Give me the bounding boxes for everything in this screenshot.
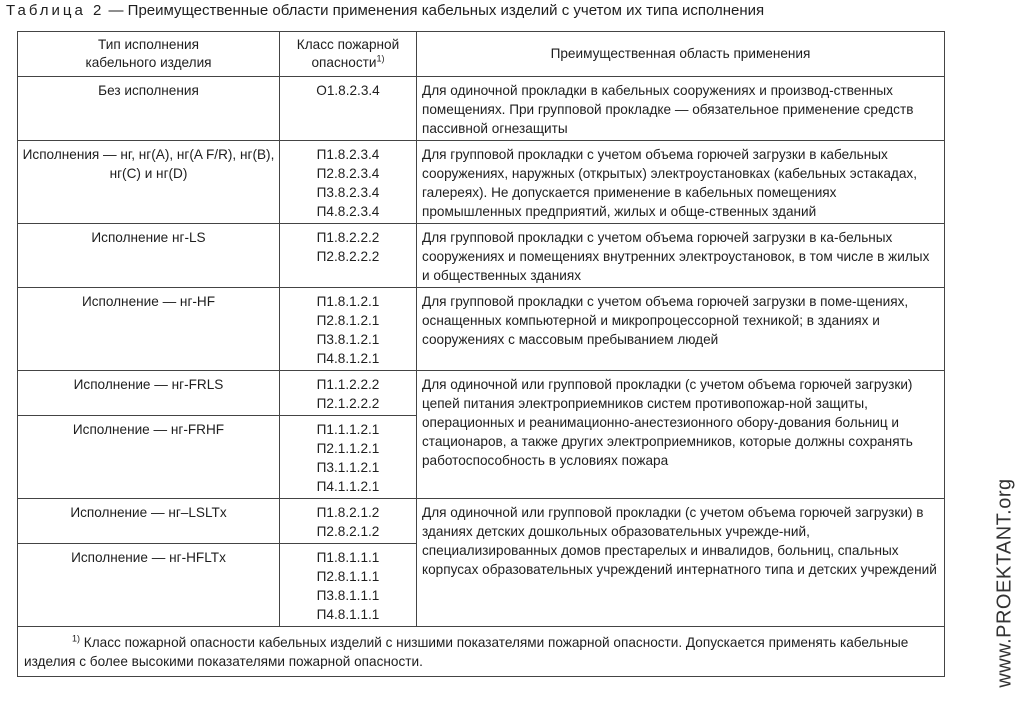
cell-type: Исполнение — нг-FRHF	[18, 416, 280, 499]
footnote-text: Класс пожарной опасности кабельных изделий с низшими показателями пожарной опасности. Допускается применять кабельные изделия с более высокими показателями пожарной опасности.	[24, 635, 909, 669]
footnote-row	[18, 627, 945, 677]
table-caption-label: Таблица 2	[6, 2, 105, 19]
code-value: П2.8.2.1.2	[316, 524, 380, 539]
code-value: П4.8.1.1.1	[316, 607, 380, 622]
cell-area: Для одиночной или групповой прокладки (с учетом объема горючей загрузки) в зданиях детских дошкольных образовательных учрежде-ний, специализированных домов престарелых и инвалидов, больниц, спальных корпусах образовательных учреждений интернатного типа и детских учреждений	[417, 499, 945, 627]
header-class-footnote-mark: 1)	[376, 53, 385, 64]
table-row	[18, 288, 945, 371]
cell-codes	[280, 288, 417, 371]
footnote-mark: 1)	[72, 633, 81, 644]
code-value: П2.8.1.2.1	[316, 313, 380, 328]
header-class	[280, 32, 417, 77]
cell-type: Без исполнения	[18, 77, 280, 141]
code-value: П1.8.2.2.2	[316, 230, 380, 245]
cell-area: Для групповой прокладки с учетом объема горючей загрузки в кабельных сооружениях, наружных (открытых) электроустановках (кабельных эстакадах, галереях). Не допускается применение в кабельных помещениях промышленных предприятий, жилых и обще-ственных зданий	[417, 141, 945, 224]
code-value: П1.8.1.1.1	[316, 550, 380, 565]
cell-area: Для групповой прокладки с учетом объема горючей загрузки в ка-бельных сооружениях и помещениях внутренних электроустановок, в том числе в жилых и общественных зданиях	[417, 224, 945, 288]
application-table	[17, 31, 945, 677]
code-value: П4.8.1.2.1	[316, 351, 380, 366]
cell-area: Для групповой прокладки с учетом объема горючей загрузки в поме-щениях, оснащенных компьютерной и микропроцессорной техникой; в зданиях и сооружениях с массовым пребыванием людей	[417, 288, 945, 371]
cell-codes	[280, 224, 417, 288]
table-caption-text: — Преимущественные области применения кабельных изделий с учетом их типа исполнения	[104, 2, 765, 19]
cell-codes	[280, 499, 417, 544]
cell-codes	[280, 371, 417, 416]
cell-type: Исполнение — нг-FRLS	[18, 371, 280, 416]
code-value: О1.8.2.3.4	[316, 83, 380, 98]
header-class-line1: Класс пожарной	[296, 37, 400, 52]
code-value: П2.8.2.2.2	[316, 249, 380, 264]
cell-codes	[280, 416, 417, 499]
header-row	[18, 32, 945, 77]
code-value: П2.1.2.2.2	[316, 396, 380, 411]
code-value: П1.8.2.3.4	[316, 147, 380, 162]
header-class-line2: опасности	[311, 55, 377, 70]
cell-codes	[280, 141, 417, 224]
table-row	[18, 77, 945, 141]
cell-area: Для одиночной прокладки в кабельных сооружениях и производ-ственных помещениях. При групповой прокладке — обязательное применение средств пассивной огнезащиты	[417, 77, 945, 141]
cell-type: Исполнение нг-LS	[18, 224, 280, 288]
header-type-line2: кабельного изделия	[85, 55, 212, 70]
table-row	[18, 371, 945, 416]
code-value: П1.8.1.2.1	[316, 294, 380, 309]
code-value: П2.8.2.3.4	[316, 166, 380, 181]
cell-area: Для одиночной или групповой прокладки (с учетом объема горючей загрузки) цепей питания электроприемников систем противопожар-ной защиты, операционных и реанимационно-анестезионного обору-дования больниц и стационаров, а также других электроприемников, которые должны сохранять работоспособность в условиях пожара	[417, 371, 945, 499]
cell-type: Исполнение — нг-HFLTx	[18, 544, 280, 627]
code-value: П1.1.1.2.1	[316, 422, 380, 437]
table-caption	[6, 2, 764, 19]
code-value: П3.8.1.1.1	[316, 588, 380, 603]
table-row	[18, 224, 945, 288]
cell-codes	[280, 544, 417, 627]
header-area: Преимущественная область применения	[417, 32, 945, 77]
code-value: П1.8.2.1.2	[316, 505, 380, 520]
cell-codes	[280, 77, 417, 141]
code-value: П4.1.1.2.1	[316, 479, 380, 494]
code-value: П2.1.1.2.1	[316, 441, 380, 456]
code-value: П3.1.1.2.1	[316, 460, 380, 475]
code-value: П2.8.1.1.1	[316, 569, 380, 584]
cell-type: Исполнения — нг, нг(А), нг(A F/R), нг(В), нг(С) и нг(D)	[18, 141, 280, 224]
header-type	[18, 32, 280, 77]
table-row	[18, 499, 945, 544]
watermark-text: www.PROEKTANT.org	[993, 477, 1016, 688]
cell-type: Исполнение — нг-HF	[18, 288, 280, 371]
code-value: П3.8.2.3.4	[316, 185, 380, 200]
code-value: П3.8.1.2.1	[316, 332, 380, 347]
footnote	[18, 627, 945, 677]
watermark	[990, 460, 1020, 705]
code-value: П4.8.2.3.4	[316, 204, 380, 219]
header-type-line1: Тип исполнения	[98, 37, 199, 52]
code-value: П1.1.2.2.2	[316, 377, 380, 392]
table-row	[18, 141, 945, 224]
cell-type: Исполнение — нг–LSLTx	[18, 499, 280, 544]
